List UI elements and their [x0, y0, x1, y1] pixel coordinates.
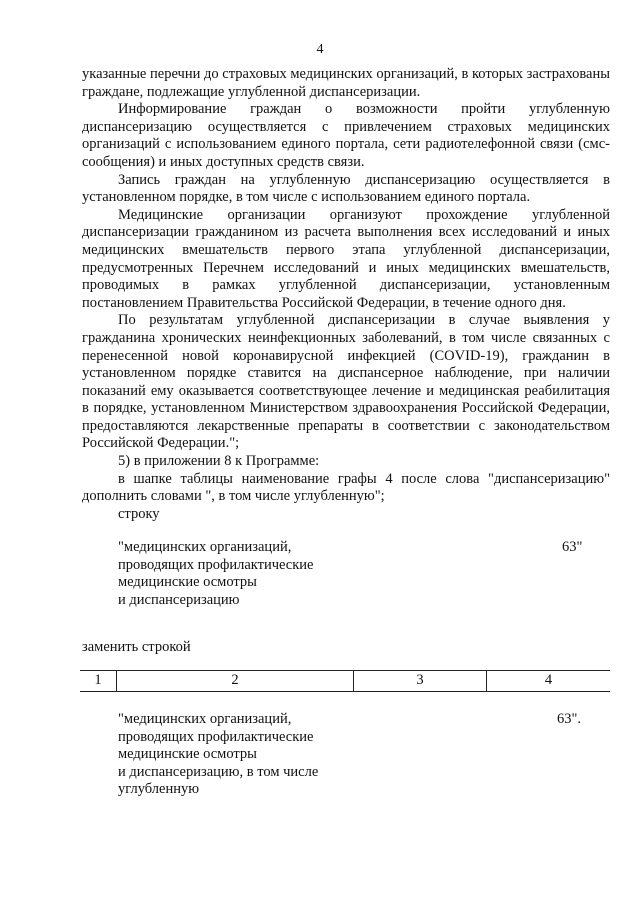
new-row-text: [118, 711, 354, 799]
body-text: [82, 66, 610, 523]
table-header-cell: 4: [487, 671, 611, 692]
table-header-cell: 2: [117, 671, 354, 692]
old-row-number: 63": [562, 539, 583, 555]
paragraph: Медицинские организации организуют прохождение углубленной диспансеризации гражданином из расчета выполнения всех исследований и иных медицинских вмешательств первого этапа углубленной диспансеризации, предусмотренных Перечнем исследований и иных медицинских вмешательств, проводимых в рамках углубленной диспансеризации, установленным постановлением Правительства Российской Федерации, в течение одного дня.: [82, 206, 610, 311]
new-row-line: углубленную: [118, 781, 200, 798]
paragraph: указанные перечни до страховых медицинских организаций, в которых застрахованы граждане, подлежащие углубленной диспансеризации.: [82, 66, 610, 100]
new-row-line: "медицинских организаций,: [118, 711, 292, 727]
new-row-line: и диспансеризацию, в том числе: [118, 763, 319, 780]
new-row-line: медицинские осмотры: [118, 746, 257, 763]
old-row-line: и диспансеризацию: [118, 591, 240, 608]
new-row-number: 63".: [557, 711, 582, 727]
old-row-line: проводящих профилактические: [118, 556, 314, 573]
page-number: 4: [316, 42, 324, 57]
replace-label: заменить строкой: [82, 639, 191, 655]
new-row-line: проводящих профилактические: [118, 728, 314, 745]
table-header-cell: 1: [80, 671, 117, 692]
paragraph: Запись граждан на углубленную диспансеризацию осуществляется в установленном порядке, в том числе с использованием единого портала.: [82, 171, 610, 206]
paragraph: в шапке таблицы наименование графы 4 после слова "диспансеризацию" дополнить словами ", в том числе углубленную";: [82, 470, 610, 505]
old-row-line: "медицинских организаций,: [118, 539, 292, 555]
old-row-text: [118, 539, 354, 609]
paragraph: По результатам углубленной диспансеризации в случае выявления у гражданина хронических неинфекционных заболеваний, в том числе связанных с перенесенной новой коронавирусной инфекцией (COVID-19), гражданин в установленном порядке ставится на диспансерное наблюдение, при наличии показаний ему оказывается соответствующее лечение и медицинская реабилитация в порядке, установленном Министерством здравоохранения Российской Федерации, предоставляются лекарственные препараты в соответствии с законодательством Российской Федерации.";: [82, 312, 610, 452]
table-header-cell: 3: [354, 671, 487, 692]
table-header-row: [80, 670, 610, 692]
paragraph: 5) в приложении 8 к Программе:: [118, 453, 320, 470]
paragraph: Информирование граждан о возможности пройти углубленную диспансеризацию осуществляется с привлечением страховых медицинских организаций с использованием единого портала, сети радиотелефонной связи (смс-сообщения) и иных доступных средств связи.: [82, 101, 610, 170]
old-row-line: медицинские осмотры: [118, 574, 257, 591]
paragraph: строку: [118, 505, 160, 522]
